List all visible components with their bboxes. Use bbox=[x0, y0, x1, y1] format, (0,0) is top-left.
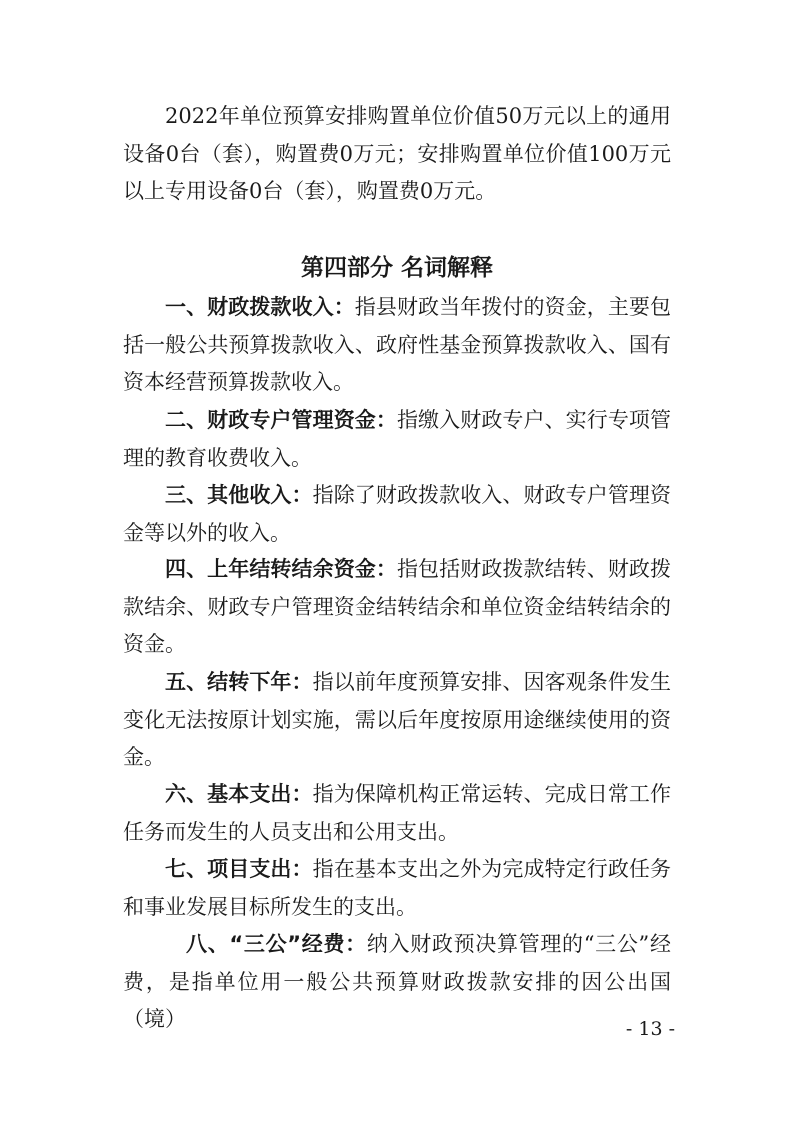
term-definition: 指为保障机构正常运转、完成日常工作任务而发生的人员支出和公用支出。 bbox=[123, 782, 671, 844]
section-title: 第四部分 名词解释 bbox=[300, 255, 493, 281]
term-definition: 指在基本支出之外为完成特定行政任务和事业发展目标所发生的支出。 bbox=[123, 857, 671, 919]
term-definition: 纳入财政预决算管理的“三公”经费，是指单位用一般公共预算财政拨款安排的因公出国（境） bbox=[123, 932, 671, 1031]
term-paragraph-1 bbox=[123, 289, 671, 402]
term-definition: 指包括财政拨款结转、财政拨款结余、财政专户管理资金结转结余和单位资金结转结余的资金。 bbox=[123, 557, 672, 656]
term-definition: 指缴入财政专户、实行专项管理的教育收费收入。 bbox=[123, 408, 672, 470]
term-label: 七、项目支出： bbox=[165, 857, 313, 881]
term-paragraph-7 bbox=[123, 851, 671, 926]
term-paragraph-2 bbox=[123, 402, 671, 477]
term-definition: 指以前年度预算安排、因客观条件发生变化无法按原计划实施，需以后年度按原用途继续使用的资金。 bbox=[123, 670, 671, 769]
term-label: 六、基本支出： bbox=[165, 782, 313, 806]
term-label: 八、“三公”经费： bbox=[186, 932, 367, 956]
term-paragraph-3 bbox=[123, 477, 671, 552]
term-label: 五、结转下年： bbox=[165, 670, 313, 694]
term-definition: 指县财政当年拨付的资金，主要包括一般公共预算拨款收入、政府性基金预算拨款收入、国有资本经营预算拨款收入。 bbox=[123, 295, 672, 394]
term-label: 一、财政拨款收入： bbox=[165, 295, 355, 319]
term-paragraph-6 bbox=[123, 776, 671, 851]
term-label: 三、其他收入： bbox=[165, 483, 313, 507]
term-label: 四、上年结转结余资金： bbox=[165, 557, 397, 581]
term-definition: 指除了财政拨款收入、财政专户管理资金等以外的收入。 bbox=[123, 483, 671, 545]
term-paragraph-8 bbox=[123, 926, 671, 1039]
page-number: - 13 - bbox=[625, 1018, 675, 1040]
term-label: 二、财政专户管理资金： bbox=[165, 408, 397, 432]
term-paragraph-5 bbox=[123, 664, 671, 777]
intro-paragraph: 2022年单位预算安排购置单位价值50万元以上的通用设备0台（套），购置费0万元；安排购置单位价值100万元以上专用设备0台（套），购置费0万元。 bbox=[123, 104, 671, 203]
term-paragraph-4 bbox=[123, 551, 671, 664]
